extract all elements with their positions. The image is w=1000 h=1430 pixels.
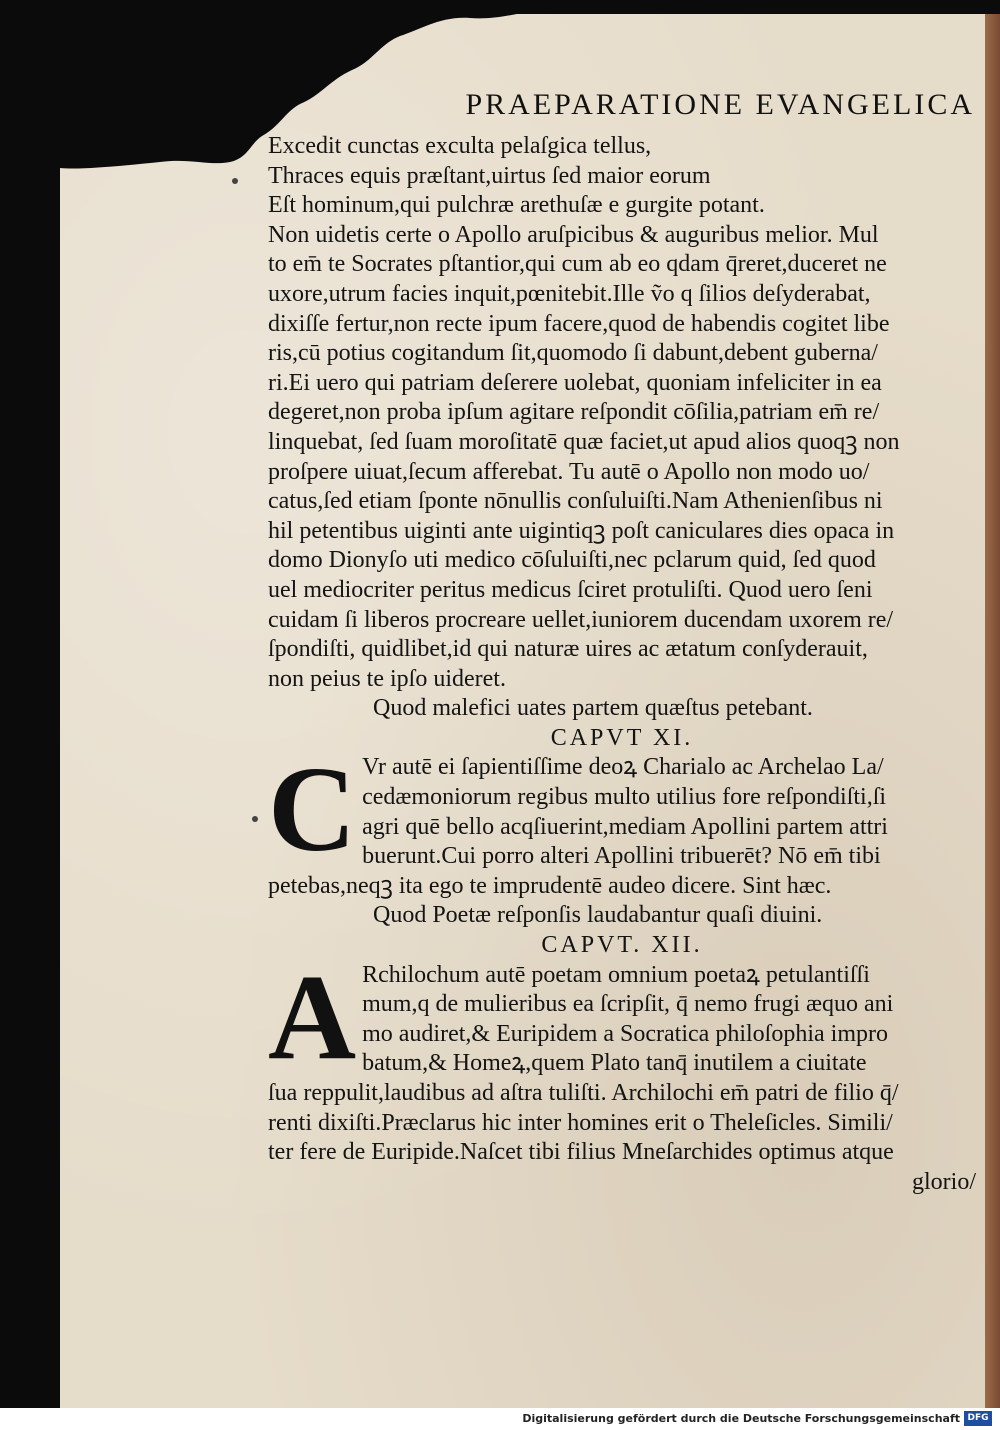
text-line: Non uidetis certe o Apollo aruſpicibus & auguribus melior. Mul — [268, 221, 879, 248]
dfg-logo-icon: DFG — [964, 1411, 992, 1426]
text-line: ri.Ei uero qui patriam deſerere uolebat, quoniam infeliciter in ea — [268, 369, 882, 396]
text-line: ſua reppulit,laudibus ad aſtra tuliſti. Archilochi em̄ patri de filio q̄/ — [268, 1080, 899, 1106]
text-line: degeret,non proba ipſum agitare reſpondit cōſilia,patriam em̄ re/ — [268, 399, 880, 426]
text-line: ris,cū potius cogitandum ſit,quomodo ſi dabunt,debent guberna/ — [268, 340, 878, 367]
text-line: non peius te ipſo uideret. — [268, 665, 506, 692]
chapter-heading: CAPVT XI. — [550, 724, 694, 751]
running-title: PRAEPARATIONE EVANGELICA — [465, 88, 975, 121]
text-line: uxore,utrum facies inquit,pœnitebit.Ille ṽo q ſilios deſyderabat, — [268, 280, 871, 307]
text-line: to em̄ te Socrates pſtantior,qui cum ab eo qdam q̄reret,duceret ne — [268, 251, 887, 278]
text-line: renti dixiſti.Præclarus hic inter homines erit o Theleſicles. Simili/ — [268, 1109, 893, 1136]
footer-credit: Digitalisierung gefördert durch die Deutsche Forschungsgemeinschaft — [522, 1412, 960, 1425]
text-line: mum,q de mulieribus ea ſcripſit, q̄ nemo frugi æquo ani — [362, 991, 894, 1018]
text-line: proſpere uiuat,ſecum afferebat. Tu autē o Apollo non modo uo/ — [268, 458, 870, 485]
text-line: Excedit cunctas exculta pelaſgica tellus, — [268, 133, 652, 159]
text-line: linquebat, ſed ſuam moroſitatē quæ faciet,ut apud alios quoqꝫ non — [268, 428, 900, 455]
page-edge — [985, 14, 1000, 1408]
chapter-rubric: Quod Poetæ reſponſis laudabantur quaſi diuini. — [373, 902, 823, 929]
ink-mark — [252, 816, 258, 822]
text-line: dixiſſe fertur,non recte ipum facere,quod de habendis cogitet libe — [268, 310, 890, 337]
chapter-heading: CAPVT. XII. — [541, 932, 703, 959]
text-line: Rchilochum autē poetam omnium poetaꝝ petulantiſſi — [362, 961, 870, 988]
text-line: cedæmoniorum regibus multo utilius fore reſpondiſti,ſi — [362, 784, 887, 811]
text-line: ſpondiſti, quidlibet,id qui naturæ uires ac ætatum conſyderauit, — [268, 636, 868, 663]
main-text — [268, 132, 976, 1197]
text-line: agri quē bello acqſiuerint,mediam Apollini partem attri — [362, 813, 888, 840]
drop-initial: A — [268, 960, 357, 1079]
ink-mark — [232, 178, 238, 184]
text-line: cuidam ſi liberos procreare uellet,iuniorem ducendam uxorem re/ — [268, 606, 894, 633]
text-line: mo audiret,& Euripidem a Socratica philoſophia impro — [362, 1020, 888, 1047]
text-line: domo Dionyſo uti medico cōſuluiſti,nec pclarum quid, ſed quod — [268, 547, 876, 574]
text-line: ter fere de Euripide.Naſcet tibi filius Mneſarchides optimus atque — [268, 1139, 894, 1166]
chapter-rubric: Quod malefici uates partem quæſtus petebant. — [373, 695, 813, 722]
drop-initial: C — [268, 753, 357, 872]
text-line: Eſt hominum,qui pulchræ arethuſæ e gurgite potant. — [268, 192, 765, 219]
text-line: catus,ſed etiam ſponte nōnullis conſuluiſti.Nam Athenienſibus ni — [268, 488, 883, 515]
chapter-11-opening — [268, 753, 976, 871]
text-line: hil petentibus uiginti ante uigintiqꝫ poſt caniculares dies opaca in — [268, 517, 895, 544]
digitization-footer — [0, 1408, 1000, 1430]
text-line: uel mediocriter peritus medicus ſciret protuliſti. Quod uero ſeni — [268, 576, 873, 603]
text-line: petebas,neqꝫ ita ego te imprudentē audeo dicere. Sint hæc. — [268, 872, 832, 899]
text-line: batum,& Homeꝝ,quem Plato tanq̄ inutilem a ciuitate — [362, 1050, 867, 1077]
text-line: Vr autē ei ſapientiſſime deoꝝ Charialo ac Archelao La/ — [362, 754, 884, 781]
text-line: Thraces equis præſtant,uirtus ſed maior eorum — [268, 162, 711, 189]
chapter-12-opening — [268, 961, 976, 1079]
catchword: glorio/ — [912, 1168, 976, 1195]
text-line: buerunt.Cui porro alteri Apollini tribuerēt? Nō em̄ tibi — [362, 843, 881, 870]
